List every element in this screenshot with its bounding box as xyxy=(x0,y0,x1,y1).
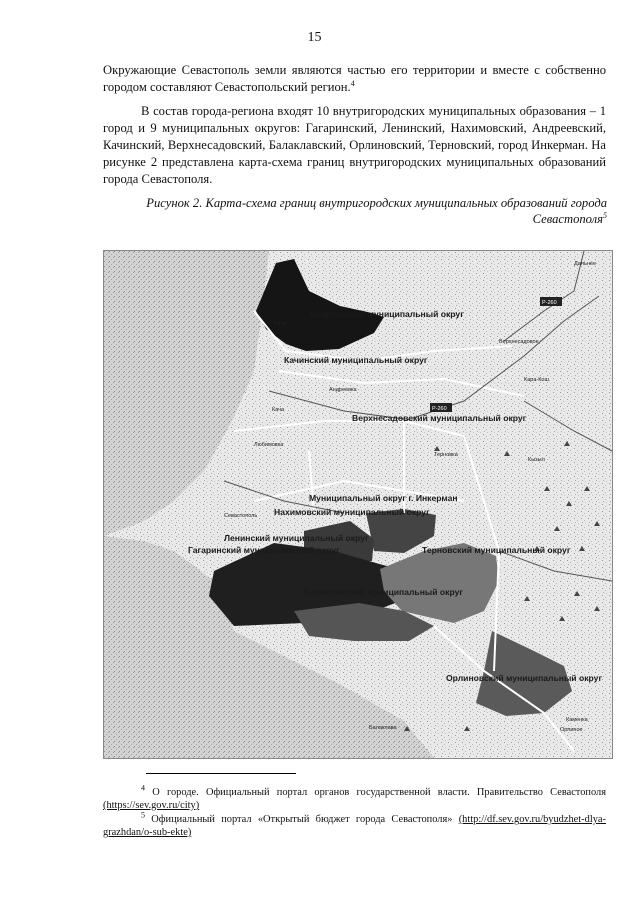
label-leninsky: Ленинский муниципальный округ xyxy=(224,533,369,543)
footnote-ref-4[interactable]: 4 xyxy=(350,78,355,88)
footnote-4 xyxy=(103,783,606,812)
place-label-3: Верхнесадовое xyxy=(499,339,539,345)
footnote-ref-5[interactable]: 5 xyxy=(603,210,607,220)
paragraph-2: В состав города-региона входят 10 внутригородских муниципальных образования – 1 город и 9 муниципальных округов: Гагаринский, Ленинский, Нахимовский, Андреевский, Качинский, Верхнесадовский, Балаклавский, Орлиновский, Терновский, город Инкерман. На рисунке 2 представлена карта-схема границ внутригородских муниципальных образований города Севастополя. xyxy=(103,104,606,186)
place-label-1: Дальнее xyxy=(574,261,597,267)
road-label-1: Р-260 xyxy=(542,300,557,306)
place-label-4: Кача xyxy=(272,407,285,413)
label-ternovsky: Терновский муниципальный округ xyxy=(422,545,571,555)
figure-caption xyxy=(137,195,607,227)
footnote-5-text: Официальный портал «Открытый бюджет города Севастополя» xyxy=(151,814,453,825)
city-label: Севастополь xyxy=(224,513,258,519)
label-gagarinsky: Гагаринский муниципальный округ xyxy=(188,545,340,555)
label-andreevsky: Андреевский муниципальный округ xyxy=(309,309,464,319)
footnote-5 xyxy=(103,810,606,839)
figure-caption-text: Рисунок 2. Карта-схема границ внутригородских муниципальных образований города Севастополя xyxy=(146,196,607,226)
footnote-4-text: О городе. Официальный портал органов государственной власти. Правительство Севастополя xyxy=(152,787,606,798)
place-label-12: Каменка xyxy=(566,717,588,723)
label-balaklavsky: Балаклавский муниципальный округ xyxy=(304,587,463,597)
label-orlinovsky: Орлиновский муниципальный округ xyxy=(446,673,603,683)
footnote-5-link[interactable]: (http://df.sev.gov.ru/byudzhet-dlya-grazhdan/o-sub-ekte) xyxy=(103,814,606,838)
place-label-11: Терновка xyxy=(434,452,458,458)
place-label-8: Кызыл xyxy=(528,457,545,463)
footnote-4-link[interactable]: (https://sev.gov.ru/city) xyxy=(103,800,200,811)
footnote-5-mark: 5 xyxy=(141,810,145,820)
place-label-6: Андреевка xyxy=(329,387,357,393)
place-label-7: Кара-Кош xyxy=(524,377,549,383)
place-label-9: Орлиное xyxy=(560,727,583,733)
paragraph-1 xyxy=(103,62,606,96)
label-inkerman: Муниципальный округ г. Инкерман xyxy=(309,493,458,503)
place-label-10: Балаклава xyxy=(369,725,397,731)
page-number: 15 xyxy=(307,30,322,45)
footnote-divider xyxy=(146,773,296,774)
label-kachinsky: Качинский муниципальный округ xyxy=(284,355,428,365)
place-label-2: Кача xyxy=(274,321,287,327)
district-map-svg xyxy=(104,251,612,758)
paragraph-1-text: Окружающие Севастополь земли являются частью его территории и вместе с собственно городом составляют Севастопольский регион. xyxy=(103,63,606,94)
road-label-2: Р-260 xyxy=(432,406,447,412)
footnote-4-mark: 4 xyxy=(141,783,145,793)
district-map xyxy=(103,250,613,759)
label-verkhnesadovsky: Верхнесадовский муниципальный округ xyxy=(352,413,527,423)
label-nakhimovsky: Нахимовский муниципальный округ xyxy=(274,507,430,517)
place-label-5: Любимовка xyxy=(254,442,284,448)
